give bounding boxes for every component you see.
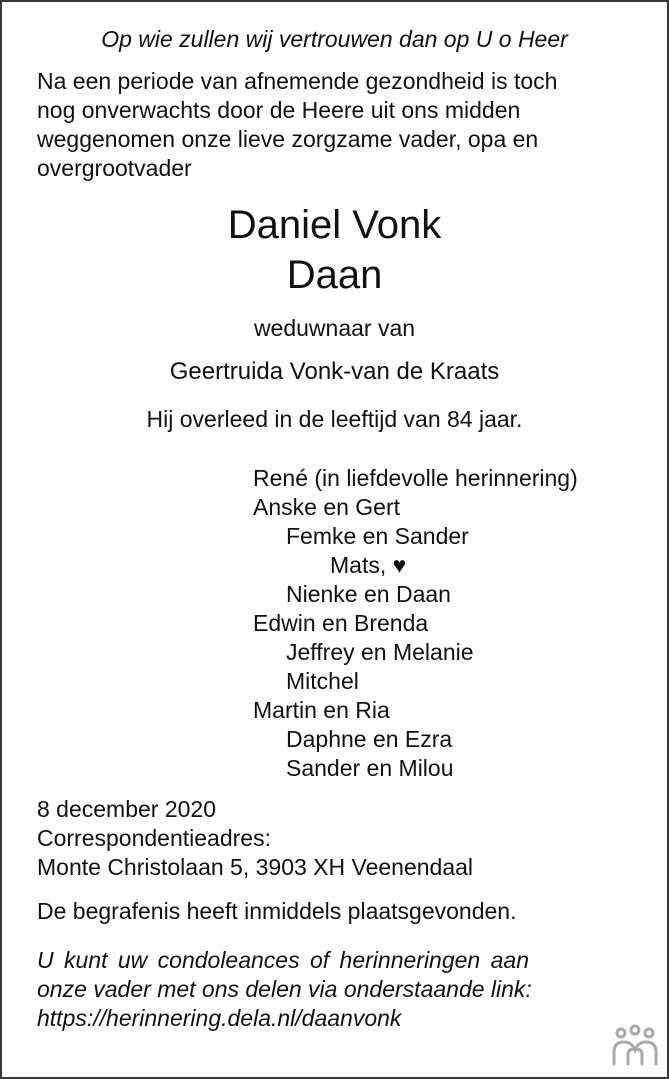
- deceased-name: Daniel Vonk: [227, 203, 442, 247]
- family-member: Jeffrey en Melanie: [286, 639, 474, 665]
- family-member: René (in liefdevolle herinnering): [253, 465, 578, 491]
- family-member: Martin en Ria: [253, 697, 390, 723]
- family-member: Daphne en Ezra: [286, 726, 453, 752]
- widower-label: weduwnaar van: [253, 315, 416, 341]
- condolence-line: U kunt uw condoleances of herinneringen aan: [37, 947, 529, 973]
- family-member: Mats, ♥: [330, 552, 407, 578]
- address: Monte Christolaan 5, 3903 XH Veenendaal: [37, 854, 474, 880]
- family-member: Sander en Milou: [286, 755, 454, 781]
- family-member: Anske en Gert: [253, 494, 401, 520]
- family-people-icon: [610, 1024, 660, 1066]
- deceased-nickname: Daan: [286, 253, 383, 297]
- family-member: Mitchel: [286, 668, 359, 694]
- spouse-name: Geertruida Vonk-van de Kraats: [169, 358, 500, 385]
- motto: Op wie zullen wij vertrouwen dan op U o Heer: [101, 26, 568, 52]
- family-member: Nienke en Daan: [286, 581, 451, 607]
- correspondence-label: Correspondentieadres:: [37, 825, 271, 851]
- intro-line: nog onverwachts door de Heere uit ons midden: [37, 97, 521, 123]
- age-text: Hij overleed in de leeftijd van 84 jaar.: [146, 406, 523, 432]
- intro-line: overgrootvader: [37, 155, 192, 181]
- condolence-line: onze vader met ons delen via onderstaande link:: [37, 976, 532, 1002]
- family-member: Edwin en Brenda: [253, 610, 429, 636]
- family-member: Femke en Sander: [286, 523, 469, 549]
- intro-line: weggenomen onze lieve zorgzame vader, opa en: [37, 126, 539, 152]
- condolence-link[interactable]: https://herinnering.dela.nl/daanvonk: [37, 1005, 402, 1031]
- date: 8 december 2020: [37, 796, 217, 822]
- intro-line: Na een periode van afnemende gezondheid is toch: [37, 68, 558, 94]
- funeral-text: De begrafenis heeft inmiddels plaatsgevonden.: [37, 898, 517, 924]
